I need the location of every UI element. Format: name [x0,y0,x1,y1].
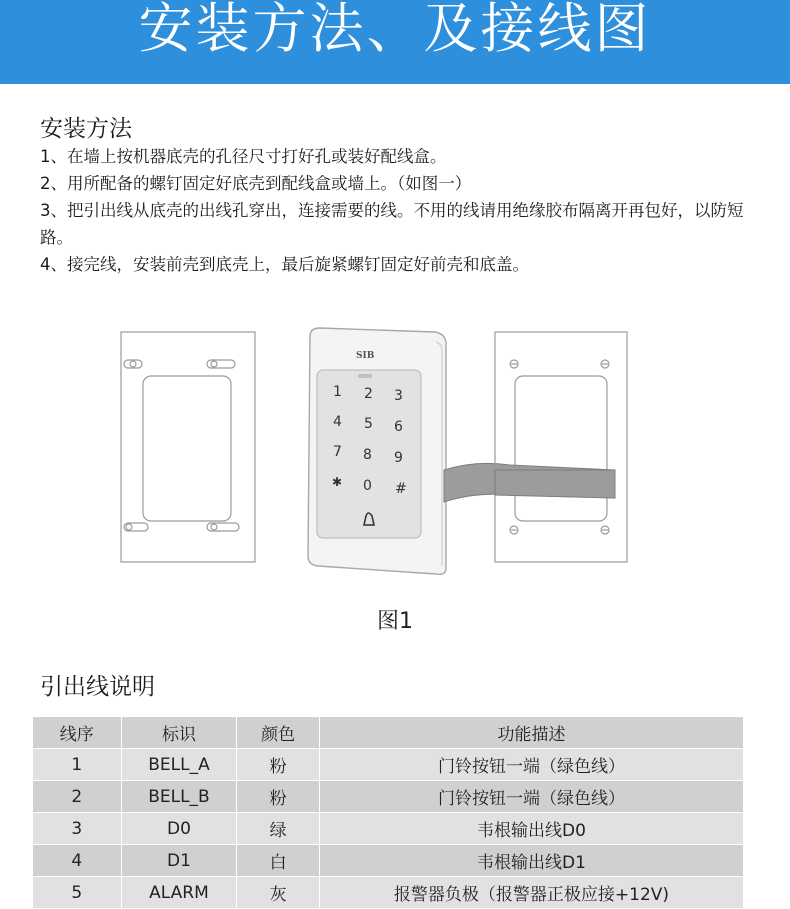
table-cell: 绿 [237,813,320,845]
installation-figure [110,320,670,590]
column-header: 颜色 [237,717,320,749]
key-label: 7 [333,444,342,460]
table-cell: 5 [33,877,122,909]
key-label: 9 [394,450,403,466]
table-cell: D0 [121,813,237,845]
keypad-device [308,328,446,574]
table-row [33,845,744,877]
table-cell: 白 [237,845,320,877]
table-cell: 1 [33,749,122,781]
header-banner [0,0,790,84]
key-label: 8 [363,447,372,463]
table-cell: 3 [33,813,122,845]
table-row [33,877,744,909]
key-label: 5 [364,416,373,432]
install-step: 2、用所配备的螺钉固定好底壳到配线盒或墙上。（如图一） [40,174,472,193]
wiring-table [32,716,744,909]
key-label: 6 [394,419,403,435]
install-step: 4、接完线，安装前壳到底壳上，最后旋紧螺钉固定好前壳和底盖。 [40,255,529,274]
table-cell: 报警器负极（报警器正极应接+12V) [319,877,743,909]
table-cell: BELL_B [121,781,237,813]
key-label: 0 [363,478,372,494]
banner-title: 安装方法、及接线图 [138,0,652,60]
column-header: 功能描述 [319,717,743,749]
table-row [33,749,744,781]
table-cell: 粉 [237,781,320,813]
key-label: ✱ [332,475,343,489]
key-label: 2 [364,386,373,402]
table-row [33,781,744,813]
table-cell: 门铃按钮一端（绿色线） [319,781,743,813]
column-header: 线序 [33,717,122,749]
install-step: 1、在墙上按机器底壳的孔径尺寸打好孔或装好配线盒。 [40,147,447,166]
table-cell: D1 [121,845,237,877]
wire-cable-through [495,470,615,498]
table-cell: 2 [33,781,122,813]
key-label: 3 [394,388,403,404]
table-cell: 门铃按钮一端（绿色线） [319,749,743,781]
back-plate-screws [121,332,255,562]
key-label: # [395,481,407,497]
table-cell: BELL_A [121,749,237,781]
back-plate-wired [495,332,627,562]
table-cell: 粉 [237,749,320,781]
table-header-row [33,717,744,749]
wiring-heading: 引出线说明 [40,674,155,700]
brand-logo: SIB [356,351,375,361]
install-step: 3、把引出线从底壳的出线孔穿出，连接需要的线。不用的线请用绝缘胶布隔离开再包好，以防短路。 [40,201,744,247]
table-cell: ALARM [121,877,237,909]
table-row [33,813,744,845]
table-cell: 韦根输出线D1 [319,845,743,877]
install-steps [40,143,760,278]
table-cell: 韦根输出线D0 [319,813,743,845]
table-cell: 4 [33,845,122,877]
install-heading: 安装方法 [40,116,132,142]
table-cell: 灰 [237,877,320,909]
figure-caption: 图1 [377,609,413,634]
key-label: 1 [333,384,342,400]
column-header: 标识 [121,717,237,749]
key-label: 4 [333,414,342,430]
